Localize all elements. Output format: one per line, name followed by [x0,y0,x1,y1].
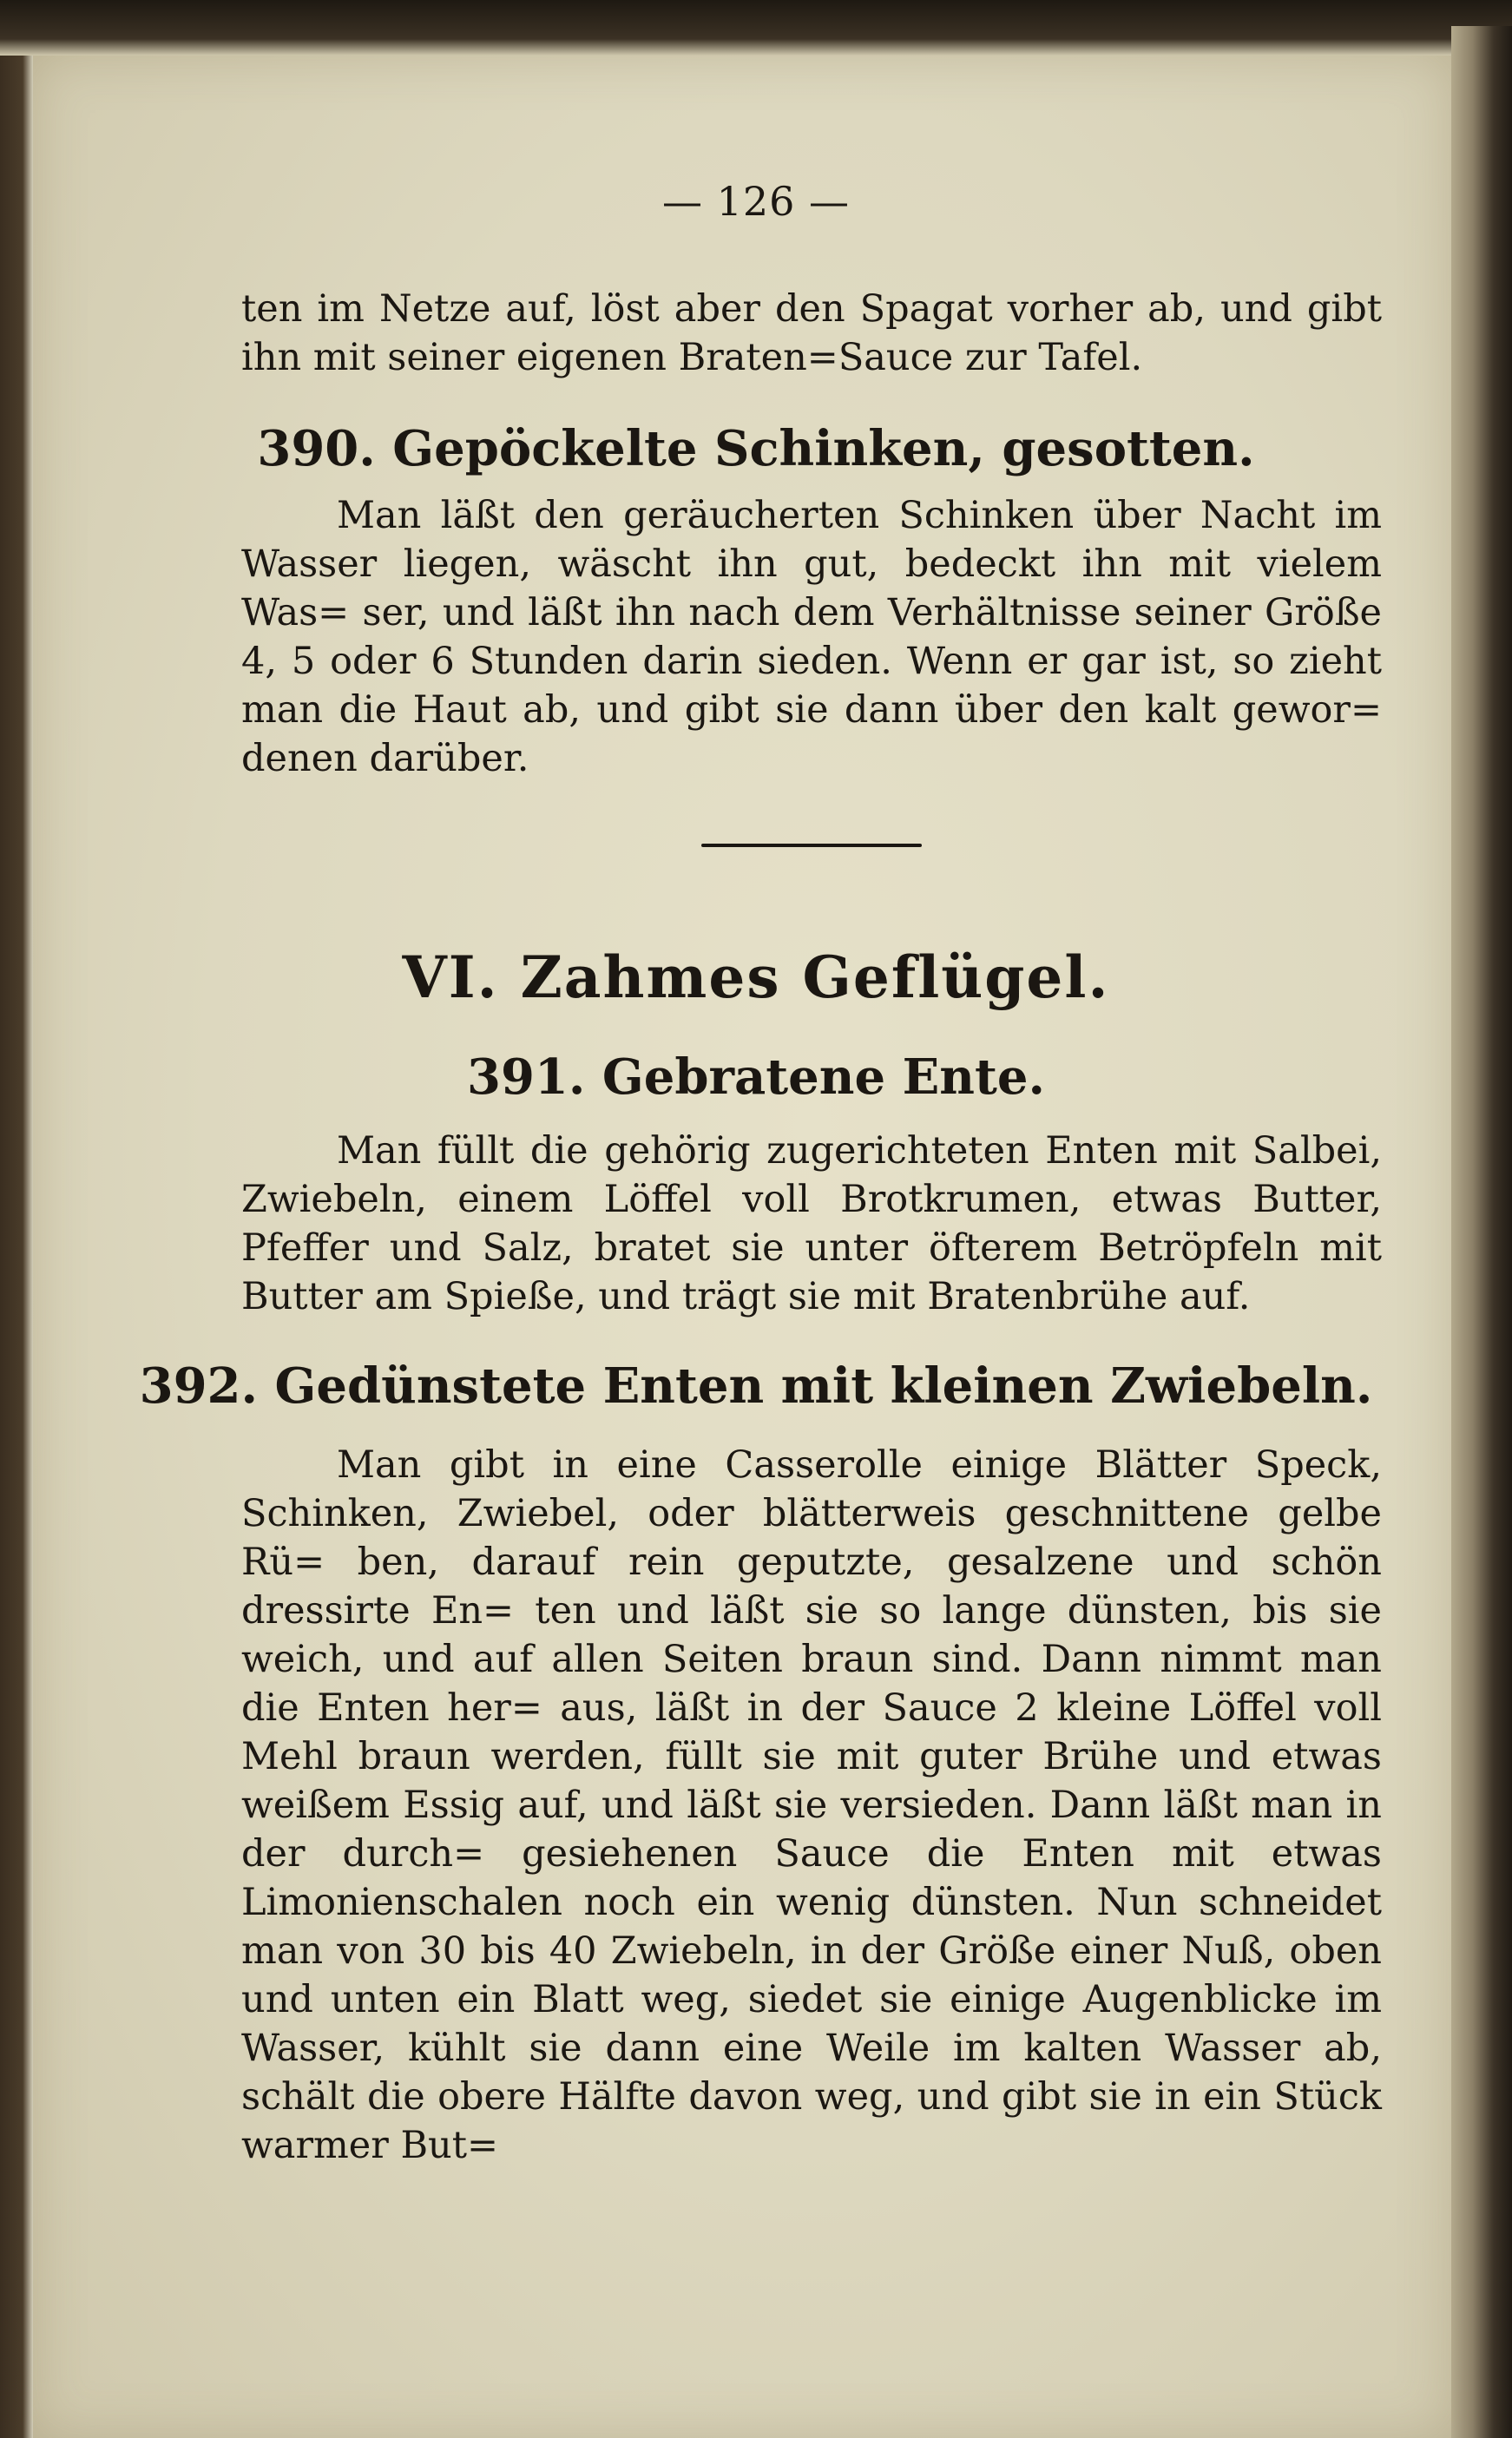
recipe-392-body: Man gibt in eine Casserolle einige Blätter Speck, Schinken, Zwiebel, oder blätterweis geschnittene gelbe Rü= ben, darauf rein geputzte, gesalzene und schön dressirte En= ten und läßt sie so lange dünsten, bis sie weich, und auf allen Seiten braun sind. Dann nimmt man die Enten her= aus, läßt in der Sauce 2 kleine Löffel voll Mehl braun werden, füllt sie mit guter Brühe und etwas weißem Essig auf, und läßt sie versieden. Dann läßt man in der durch= gesiehenen Sauce die Enten mit etwas Limonienschalen noch ein wenig dünsten. Nun schneidet man von 30 bis 40 Zwiebeln, in der Größe einer Nuß, oben und unten ein Blatt weg, siedet sie einige Augenblicke im Wasser, kühlt sie dann eine Weile im kalten Wasser ab, schält die obere Hälfte davon weg, und gibt sie in ein Stück warmer But= [241,1443,1382,2167]
chapter-heading: VI. Zahmes Geflügel. [402,943,1110,1011]
intro-paragraph: ten im Netze auf, löst aber den Spagat vorher ab, und gibt ihn mit seiner eigenen Braten=Sauce zur Tafel. [241,287,1382,379]
recipe-390-heading: 390. Gepöckelte Schinken, gesotten. [257,420,1255,477]
recipe-390-body: Man läßt den geräucherten Schinken über Nacht im Wasser liegen, wäscht ihn gut, bedeckt ihn mit vielem Was= ser, und läßt ihn nach dem Verhältnisse seiner Größe 4, 5 oder 6 Stunden darin sieden. Wenn er gar ist, so zieht man die Haut ab, und gibt sie dann über den kalt gewor= denen darüber. [241,494,1382,780]
recipe-392-heading: 392. Gedünstete Enten mit kleinen Zwiebeln. [139,1357,1373,1415]
recipe-391-heading: 391. Gebratene Ente. [466,1048,1045,1106]
recipe-391-body: Man füllt die gehörig zugerichteten Enten mit Salbei, Zwiebeln, einem Löffel voll Brotkrumen, etwas Butter, Pfeffer und Salz, bratet sie unter öfterem Betröpfeln mit Butter am Spieße, und trägt sie mit Bratenbrühe auf. [241,1129,1382,1318]
page-number: — 126 — [661,178,851,225]
section-divider [701,844,922,847]
